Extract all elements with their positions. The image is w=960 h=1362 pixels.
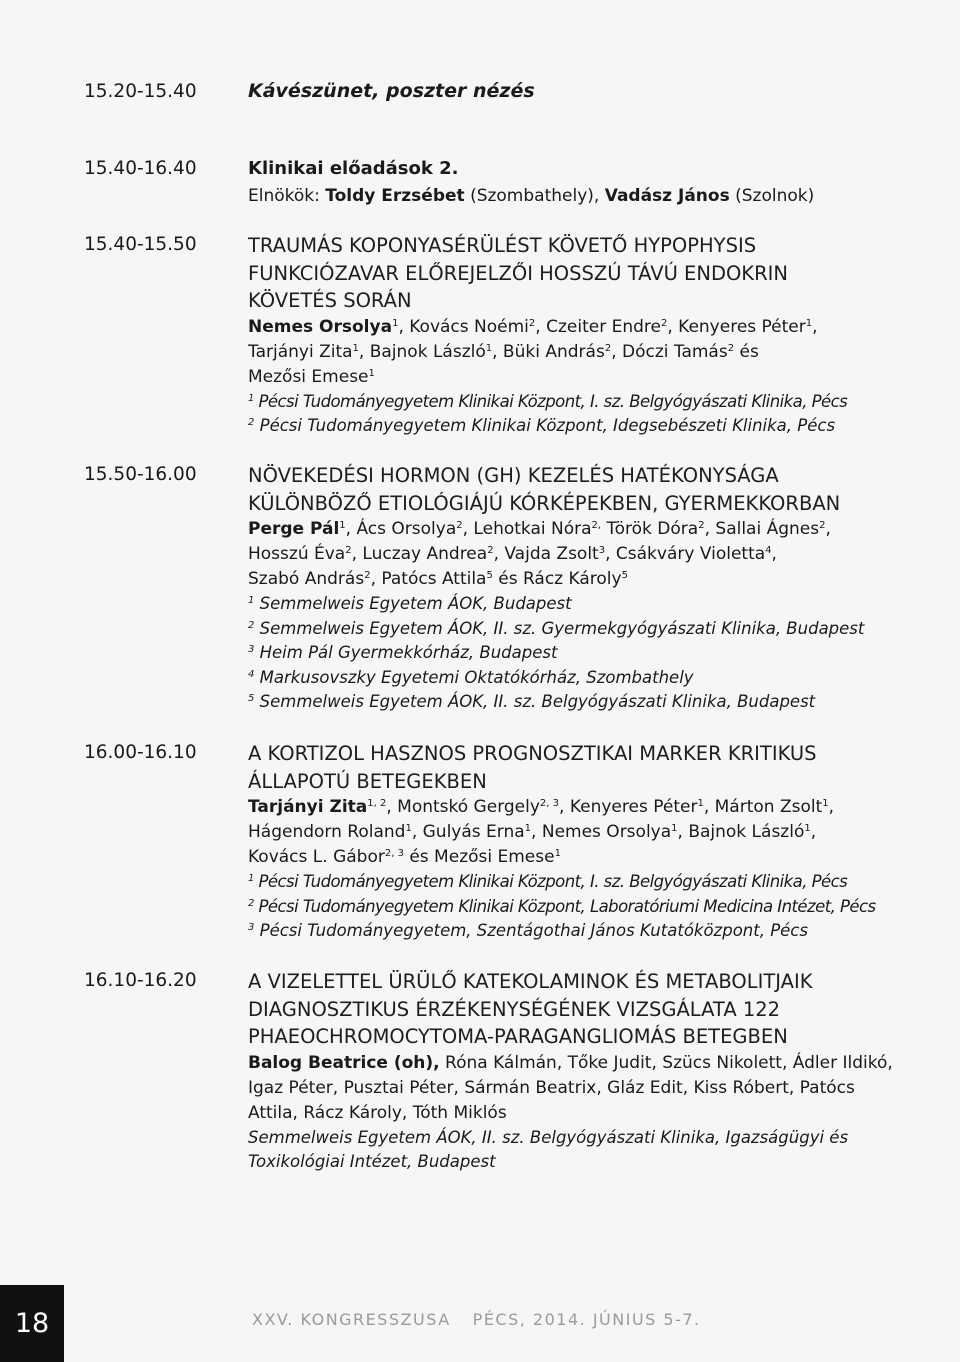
session-time: 15.40-16.40 bbox=[84, 158, 197, 179]
author-affiliation-number: 1 bbox=[804, 823, 811, 834]
talk-content bbox=[248, 232, 938, 439]
author-names: Róna Kálmán, Tőke Judit, Szücs Nikolett, Ádler Ildikó, bbox=[439, 1052, 893, 1073]
affiliation-text: Heim Pál Gyermekkórház, Budapest bbox=[259, 643, 558, 662]
author-line bbox=[248, 820, 938, 845]
author-names: , Luczay Andrea bbox=[351, 544, 488, 564]
session-chairs bbox=[248, 184, 938, 209]
author-names: , Patócs Attila bbox=[370, 569, 487, 589]
author-names: Igaz Péter, Pusztai Péter, Sármán Beatrix, Gláz Edit, Kiss Róbert, Patócs bbox=[248, 1077, 855, 1098]
author-affiliation-number: 2 bbox=[345, 545, 352, 556]
author-names: Szabó András bbox=[248, 569, 365, 589]
affiliation-text: Pécsi Tudományegyetem Klinikai Központ, Idegsebészeti Klinika, Pécs bbox=[259, 416, 836, 435]
author-line bbox=[248, 1101, 938, 1126]
affiliation-line bbox=[248, 390, 938, 415]
author-names: , Bajnok László bbox=[677, 822, 805, 842]
author-affiliation-number: 1 bbox=[697, 798, 704, 809]
author-names: és Rácz Károly bbox=[492, 569, 622, 589]
affiliation-number: 2 bbox=[248, 897, 254, 909]
chair-name: Vadász János bbox=[604, 186, 730, 206]
chair-name: Toldy Erzsébet bbox=[325, 186, 465, 206]
author-line bbox=[248, 365, 938, 390]
talk-time: 15.40-15.50 bbox=[84, 234, 197, 255]
author-affiliation-number: 2 bbox=[604, 342, 612, 354]
author-names: , Bajnok László bbox=[358, 341, 486, 362]
author-affiliation-number: 1 bbox=[392, 317, 399, 329]
affiliation-line bbox=[248, 1126, 938, 1151]
talk-title-line: KÖVETÉS SORÁN bbox=[248, 289, 412, 312]
affiliation-number: 2 bbox=[248, 417, 255, 428]
talk-title-line: NÖVEKEDÉSI HORMON (GH) KEZELÉS HATÉKONYSÁGA bbox=[248, 464, 779, 487]
break-time: 15.20-15.40 bbox=[84, 81, 197, 102]
author-names: Hágendorn Roland bbox=[248, 822, 406, 842]
author-names: , bbox=[810, 822, 817, 842]
author-names: , Czeiter Endre bbox=[535, 316, 661, 337]
author-names: , Nemes Orsolya bbox=[531, 822, 672, 842]
author-line bbox=[248, 1051, 938, 1076]
page-number: 18 bbox=[14, 1308, 50, 1339]
author-names: Mezősi Emese bbox=[248, 366, 369, 387]
talk-time: 15.50-16.00 bbox=[84, 464, 197, 485]
author-affiliation-number: 4 bbox=[765, 545, 772, 556]
affiliation-line bbox=[248, 617, 938, 642]
author-affiliation-number: 2 bbox=[528, 317, 536, 329]
author-affiliation-number: 1 bbox=[352, 342, 359, 354]
talk-title-line: A KORTIZOL HASZNOS PROGNOSZTIKAI MARKER KRITIKUS bbox=[248, 742, 817, 765]
footer-place-date: PÉCS, 2014. JÚNIUS 5-7. bbox=[472, 1310, 701, 1329]
author-affiliation-number: 1 bbox=[368, 367, 375, 379]
affiliation-number: 1 bbox=[248, 595, 255, 606]
presenter-name: Balog Beatrice (oh), bbox=[248, 1052, 440, 1073]
presenter-name: Tarjányi Zita bbox=[248, 797, 368, 817]
author-names: , Montskó Gergely bbox=[386, 797, 540, 817]
author-names: , Vajda Zsolt bbox=[493, 544, 599, 564]
affiliation-number: 4 bbox=[248, 668, 255, 680]
author-names: , Dóczi Tamás bbox=[611, 341, 728, 362]
affiliation-number: 3 bbox=[248, 922, 255, 933]
author-affiliation-number: 2 bbox=[660, 317, 668, 329]
chair-place: (Szombathely), bbox=[470, 186, 600, 206]
talk-time: 16.00-16.10 bbox=[84, 742, 197, 763]
author-affiliation-number: 1, 2 bbox=[367, 798, 387, 809]
presenter-name: Perge Pál bbox=[248, 519, 340, 539]
author-affiliation-number: 1 bbox=[339, 520, 346, 531]
talk-title-line: FUNKCIÓZAVAR ELŐREJELZŐI HOSSZÚ TÁVÚ ENDOKRIN bbox=[248, 261, 788, 285]
affiliation-line bbox=[248, 895, 938, 920]
affiliation-number: 2 bbox=[248, 619, 255, 631]
affiliation-line bbox=[248, 919, 938, 944]
author-affiliation-number: 2, 3 bbox=[539, 798, 560, 809]
affiliation-text: Pécsi Tudományegyetem Klinikai Központ, I. sz. Belgyógyászati Klinika, Pécs bbox=[258, 391, 848, 411]
affiliation-line bbox=[248, 690, 938, 715]
talk-content bbox=[248, 740, 938, 944]
author-affiliation-number: 2, bbox=[591, 520, 602, 531]
author-names: , Ács Orsolya bbox=[345, 519, 457, 539]
affiliation-text: Semmelweis Egyetem ÁOK, II. sz. Gyermekgyógyászati Klinika, Budapest bbox=[259, 618, 865, 638]
footer-congress-name: XXV. KONGRESSZUSA bbox=[252, 1310, 451, 1329]
affiliation-line bbox=[248, 592, 938, 617]
author-affiliation-number: 2 bbox=[456, 520, 463, 531]
session-title: Klinikai előadások 2. bbox=[248, 158, 459, 179]
affiliation-number: 5 bbox=[248, 693, 255, 704]
talk-title-line: PHAEOCHROMOCYTOMA-PARAGANGLIOMÁS BETEGBEN bbox=[248, 1025, 788, 1048]
affiliation-line bbox=[248, 414, 938, 439]
talk-title-line: KÜLÖNBÖZŐ ETIOLÓGIÁJÚ KÓRKÉPEKBEN, GYERMEKKORBAN bbox=[248, 491, 841, 515]
affiliation-text: Semmelweis Egyetem ÁOK, Budapest bbox=[259, 594, 572, 613]
talk-content bbox=[248, 462, 938, 715]
affiliation-text: Toxikológiai Intézet, Budapest bbox=[248, 1152, 496, 1171]
affiliation-line bbox=[248, 870, 938, 895]
author-line bbox=[248, 517, 938, 542]
break-title: Kávészünet, poszter nézés bbox=[248, 80, 535, 102]
author-affiliation-number: 1 bbox=[671, 823, 678, 834]
author-names: , Büki András bbox=[492, 341, 605, 362]
presenter-name: Nemes Orsolya bbox=[248, 316, 393, 337]
affiliation-text: Semmelweis Egyetem ÁOK, II. sz. Belgyógyászati Klinika, Igazságügyi és bbox=[248, 1127, 849, 1147]
author-names: , bbox=[828, 797, 835, 817]
author-names: , bbox=[771, 544, 777, 564]
author-line bbox=[248, 315, 938, 340]
author-names: , Kenyeres Péter bbox=[559, 797, 698, 817]
talk-time: 16.10-16.20 bbox=[84, 970, 197, 991]
page-number-box bbox=[0, 1285, 64, 1362]
author-names: , Csákváry Violetta bbox=[605, 544, 766, 564]
author-names: , Márton Zsolt bbox=[703, 797, 823, 817]
author-affiliation-number: 3 bbox=[598, 545, 606, 556]
affiliation-number: 1 bbox=[248, 392, 254, 404]
author-affiliation-number: 1 bbox=[554, 848, 561, 859]
author-line bbox=[248, 567, 938, 592]
author-names: Török Dóra bbox=[601, 519, 699, 539]
author-affiliation-number: 2 bbox=[487, 545, 494, 556]
author-affiliation-number: 2 bbox=[727, 342, 735, 354]
author-names: , Lehotkai Nóra bbox=[462, 519, 592, 539]
talk-title-line: TRAUMÁS KOPONYASÉRÜLÉST KÖVETŐ HYPOPHYSIS bbox=[248, 234, 757, 257]
author-names: , Kovács Noémi bbox=[398, 316, 529, 337]
author-affiliation-number: 1 bbox=[405, 823, 412, 834]
talk-title-line: ÁLLAPOTÚ BETEGEKBEN bbox=[248, 769, 487, 793]
author-line bbox=[248, 340, 938, 365]
author-affiliation-number: 1 bbox=[524, 823, 532, 834]
author-line bbox=[248, 845, 938, 870]
author-line bbox=[248, 542, 938, 567]
affiliation-text: Pécsi Tudományegyetem Klinikai Központ, I. sz. Belgyógyászati Klinika, Pécs bbox=[258, 872, 848, 891]
affiliation-line bbox=[248, 641, 938, 666]
author-names: és bbox=[734, 341, 759, 362]
affiliation-text: Pécsi Tudományegyetem Klinikai Központ, Laboratóriumi Medicina Intézet, Pécs bbox=[258, 896, 876, 916]
author-affiliation-number: 2 bbox=[364, 570, 371, 581]
author-names: , bbox=[825, 519, 831, 539]
author-names: , Kenyeres Péter bbox=[667, 316, 806, 337]
affiliation-number: 1 bbox=[248, 873, 254, 884]
author-affiliation-number: 2 bbox=[698, 520, 705, 531]
talk-content bbox=[248, 968, 938, 1175]
author-affiliation-number: 1 bbox=[485, 342, 493, 354]
author-names: Kovács L. Gábor bbox=[248, 847, 385, 867]
footer-congress bbox=[252, 1310, 701, 1329]
talk-title-line: DIAGNOSZTIKUS ÉRZÉKENYSÉGÉNEK VIZSGÁLATA 122 bbox=[248, 997, 781, 1021]
author-affiliation-number: 5 bbox=[486, 570, 493, 581]
author-affiliation-number: 2, 3 bbox=[384, 848, 404, 859]
affiliation-line bbox=[248, 666, 938, 691]
affiliation-number: 3 bbox=[248, 644, 255, 655]
author-names: Attila, Rácz Károly, Tóth Miklós bbox=[248, 1102, 507, 1123]
author-affiliation-number: 5 bbox=[621, 570, 628, 581]
chairs-prefix: Elnökök: bbox=[248, 186, 320, 206]
affiliation-text: Pécsi Tudományegyetem, Szentágothai János Kutatóközpont, Pécs bbox=[259, 921, 808, 940]
talk-title-line: A VIZELETTEL ÜRÜLŐ KATEKOLAMINOK ÉS METABOLITJAIK bbox=[248, 970, 813, 993]
author-names: Tarjányi Zita bbox=[248, 341, 353, 362]
affiliation-line bbox=[248, 1150, 938, 1175]
chair-place: (Szolnok) bbox=[735, 186, 815, 206]
author-affiliation-number: 2 bbox=[819, 520, 826, 531]
author-affiliation-number: 1 bbox=[805, 317, 813, 329]
author-names: , Sallai Ágnes bbox=[704, 519, 820, 539]
author-names: , Gulyás Erna bbox=[411, 822, 525, 842]
affiliation-text: Semmelweis Egyetem ÁOK, II. sz. Belgyógyászati Klinika, Budapest bbox=[259, 692, 816, 711]
author-names: és Mezősi Emese bbox=[403, 847, 555, 867]
author-line bbox=[248, 795, 938, 820]
author-names: Hosszú Éva bbox=[248, 544, 346, 564]
affiliation-text: Markusovszky Egyetemi Oktatókórház, Szombathely bbox=[259, 667, 694, 687]
author-affiliation-number: 1 bbox=[822, 798, 829, 809]
author-names: , bbox=[812, 316, 818, 337]
author-line bbox=[248, 1076, 938, 1101]
